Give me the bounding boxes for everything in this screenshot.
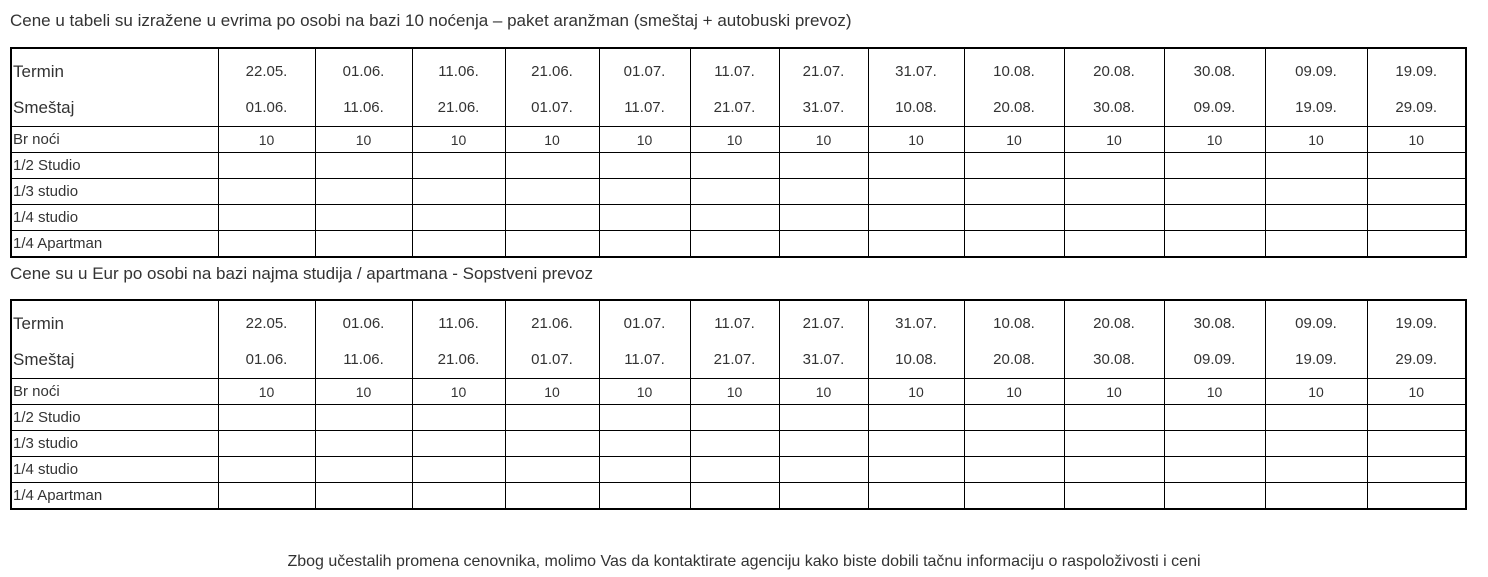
nights-value: 10 <box>1064 127 1164 153</box>
period-start-date: 09.09. <box>1295 62 1337 80</box>
period-cell <box>779 300 868 379</box>
price-cell <box>1265 205 1367 231</box>
contact-notice: Zbog učestalih promena cenovnika, molimo Vas da kontaktirate agenciju kako biste dobili tačnu informaciju o raspoloživosti i ceni <box>287 553 1201 570</box>
period-cell <box>599 48 690 127</box>
self-transport-price-table <box>10 299 1467 510</box>
price-cell <box>1367 457 1466 483</box>
nights-value: 10 <box>505 379 599 405</box>
price-cell <box>868 431 964 457</box>
period-end-date: 09.09. <box>1193 98 1236 116</box>
nights-value: 10 <box>315 379 412 405</box>
room-row <box>11 405 1466 431</box>
price-cell <box>1265 457 1367 483</box>
room-type-label: 1/3 studio <box>11 431 218 457</box>
price-cell <box>964 483 1064 510</box>
price-cell <box>779 483 868 510</box>
package-price-table <box>10 47 1467 258</box>
nights-value: 10 <box>690 379 779 405</box>
price-cell <box>690 483 779 510</box>
price-cell <box>1164 179 1265 205</box>
price-cell <box>1367 153 1466 179</box>
price-cell <box>1367 483 1466 510</box>
room-type-label: 1/2 Studio <box>11 405 218 431</box>
price-cell <box>1164 431 1265 457</box>
price-cell <box>779 153 868 179</box>
period-end-date: 29.09. <box>1395 350 1438 368</box>
nights-value: 10 <box>868 127 964 153</box>
period-start-date: 21.07. <box>802 314 845 332</box>
price-cell <box>1265 405 1367 431</box>
price-cell <box>599 483 690 510</box>
price-cell <box>315 153 412 179</box>
period-cell <box>964 48 1064 127</box>
nights-value: 10 <box>1367 379 1466 405</box>
price-cell <box>964 457 1064 483</box>
period-cell <box>1265 300 1367 379</box>
period-start-date: 20.08. <box>1093 314 1135 332</box>
period-start-date: 01.07. <box>623 314 666 332</box>
price-cell <box>505 205 599 231</box>
price-cell <box>1064 153 1164 179</box>
price-cell <box>505 231 599 258</box>
price-cell <box>505 431 599 457</box>
price-cell <box>218 231 315 258</box>
price-cell <box>218 457 315 483</box>
period-start-date: 01.06. <box>342 62 385 80</box>
price-cell <box>599 205 690 231</box>
price-cell <box>218 205 315 231</box>
period-cell <box>315 300 412 379</box>
price-cell <box>1164 153 1265 179</box>
period-end-date: 11.06. <box>343 98 384 116</box>
room-row <box>11 483 1466 510</box>
price-cell <box>1164 457 1265 483</box>
price-cell <box>1164 231 1265 258</box>
period-end-date: 29.09. <box>1395 98 1438 116</box>
period-end-date: 30.08. <box>1093 350 1135 368</box>
price-cell <box>412 405 505 431</box>
period-end-date: 30.08. <box>1093 98 1135 116</box>
period-start-date: 01.07. <box>623 62 666 80</box>
price-cell <box>690 231 779 258</box>
price-cell <box>868 483 964 510</box>
price-cell <box>1064 205 1164 231</box>
termin-label: Termin <box>13 61 65 81</box>
period-start-date: 11.07. <box>714 314 755 332</box>
period-start-date: 30.08. <box>1193 62 1236 80</box>
price-cell <box>505 153 599 179</box>
period-end-date: 19.09. <box>1295 350 1337 368</box>
room-type-label: 1/4 Apartman <box>11 231 218 258</box>
price-cell <box>964 153 1064 179</box>
period-end-date: 01.06. <box>245 98 288 116</box>
price-cell <box>315 457 412 483</box>
period-cell <box>505 48 599 127</box>
price-cell <box>1265 231 1367 258</box>
period-end-date: 21.07. <box>713 350 756 368</box>
price-cell <box>690 457 779 483</box>
nights-value: 10 <box>1164 379 1265 405</box>
price-cell <box>599 457 690 483</box>
price-cell <box>868 205 964 231</box>
period-cell <box>1064 300 1164 379</box>
room-row <box>11 457 1466 483</box>
price-cell <box>868 179 964 205</box>
period-cell <box>505 300 599 379</box>
period-end-date: 20.08. <box>993 98 1035 116</box>
period-end-date: 19.09. <box>1295 98 1337 116</box>
price-cell <box>1064 457 1164 483</box>
room-type-label: 1/4 Apartman <box>11 483 218 510</box>
price-cell <box>868 153 964 179</box>
price-cell <box>1164 205 1265 231</box>
smestaj-label: Smeštaj <box>13 97 75 117</box>
price-cell <box>315 431 412 457</box>
period-cell <box>1164 48 1265 127</box>
period-cell <box>412 300 505 379</box>
period-start-date: 22.05. <box>245 62 288 80</box>
price-cell <box>315 405 412 431</box>
period-end-date: 21.06. <box>437 98 480 116</box>
price-cell <box>1367 179 1466 205</box>
room-type-label: 1/2 Studio <box>11 153 218 179</box>
table-1-caption: Cene u tabeli su izražene u evrima po osobi na bazi 10 noćenja – paket aranžman (smeštaj + autobuski prevoz) <box>10 11 852 30</box>
period-start-date: 31.07. <box>895 314 937 332</box>
nights-row <box>11 127 1466 153</box>
price-cell <box>505 457 599 483</box>
period-end-date: 09.09. <box>1193 350 1236 368</box>
nights-value: 10 <box>779 127 868 153</box>
price-cell <box>868 405 964 431</box>
nights-label: Br noći <box>11 127 218 153</box>
room-type-label: 1/3 studio <box>11 179 218 205</box>
period-start-date: 21.06. <box>531 314 573 332</box>
price-cell <box>315 231 412 258</box>
room-type-label: 1/4 studio <box>11 457 218 483</box>
period-start-date: 09.09. <box>1295 314 1337 332</box>
nights-row <box>11 379 1466 405</box>
price-cell <box>1164 483 1265 510</box>
nights-value: 10 <box>505 127 599 153</box>
period-start-date: 10.08. <box>993 62 1035 80</box>
period-end-date: 01.07. <box>531 350 573 368</box>
nights-label: Br noći <box>11 379 218 405</box>
period-start-date: 19.09. <box>1395 62 1438 80</box>
period-start-date: 11.07. <box>714 62 755 80</box>
price-cell <box>964 205 1064 231</box>
price-cell <box>779 431 868 457</box>
price-cell <box>505 483 599 510</box>
nights-value: 10 <box>1265 379 1367 405</box>
price-cell <box>1265 153 1367 179</box>
price-cell <box>599 431 690 457</box>
period-end-date: 11.07. <box>624 98 665 116</box>
period-end-date: 21.07. <box>713 98 756 116</box>
period-cell <box>218 300 315 379</box>
price-cell <box>779 205 868 231</box>
price-cell <box>690 179 779 205</box>
price-cell <box>779 179 868 205</box>
room-row <box>11 153 1466 179</box>
period-cell <box>412 48 505 127</box>
room-row <box>11 231 1466 258</box>
price-cell <box>1367 231 1466 258</box>
price-cell <box>218 179 315 205</box>
header-row <box>11 48 1466 127</box>
period-cell <box>1265 48 1367 127</box>
nights-value: 10 <box>599 379 690 405</box>
nights-value: 10 <box>1265 127 1367 153</box>
nights-value: 10 <box>412 379 505 405</box>
price-cell <box>599 153 690 179</box>
price-cell <box>315 205 412 231</box>
period-end-date: 10.08. <box>895 98 937 116</box>
nights-value: 10 <box>1064 379 1164 405</box>
period-cell <box>1164 300 1265 379</box>
price-cell <box>505 405 599 431</box>
nights-value: 10 <box>690 127 779 153</box>
nights-value: 10 <box>779 379 868 405</box>
price-cell <box>1367 405 1466 431</box>
price-cell <box>964 405 1064 431</box>
price-cell <box>1164 405 1265 431</box>
price-cell <box>779 231 868 258</box>
nights-value: 10 <box>964 379 1064 405</box>
period-cell <box>690 300 779 379</box>
period-end-date: 21.06. <box>437 350 480 368</box>
price-cell <box>1064 179 1164 205</box>
price-cell <box>412 431 505 457</box>
price-cell <box>218 153 315 179</box>
period-end-date: 10.08. <box>895 350 937 368</box>
period-cell <box>868 48 964 127</box>
period-start-date: 19.09. <box>1395 314 1438 332</box>
price-cell <box>599 405 690 431</box>
period-end-date: 01.06. <box>245 350 288 368</box>
price-cell <box>412 179 505 205</box>
price-cell <box>505 179 599 205</box>
price-cell <box>1265 483 1367 510</box>
period-cell <box>690 48 779 127</box>
period-cell <box>868 300 964 379</box>
room-type-label: 1/4 studio <box>11 205 218 231</box>
period-end-date: 01.07. <box>531 98 573 116</box>
price-cell <box>1265 431 1367 457</box>
nights-value: 10 <box>599 127 690 153</box>
nights-value: 10 <box>964 127 1064 153</box>
price-cell <box>412 457 505 483</box>
price-cell <box>599 179 690 205</box>
period-cell <box>599 300 690 379</box>
price-cell <box>779 405 868 431</box>
price-cell <box>868 231 964 258</box>
period-start-date: 31.07. <box>895 62 937 80</box>
price-cell <box>1367 205 1466 231</box>
price-cell <box>1265 179 1367 205</box>
price-cell <box>218 483 315 510</box>
period-end-date: 11.06. <box>343 350 384 368</box>
price-cell <box>218 431 315 457</box>
period-start-date: 22.05. <box>245 314 288 332</box>
period-start-date: 30.08. <box>1193 314 1236 332</box>
price-cell <box>412 205 505 231</box>
price-cell <box>1367 431 1466 457</box>
price-cell <box>315 483 412 510</box>
period-cell <box>1064 48 1164 127</box>
period-cell <box>218 48 315 127</box>
period-cell <box>1367 48 1466 127</box>
period-start-date: 10.08. <box>993 314 1035 332</box>
room-row <box>11 179 1466 205</box>
price-cell <box>412 153 505 179</box>
smestaj-label: Smeštaj <box>13 349 75 369</box>
price-cell <box>412 231 505 258</box>
nights-value: 10 <box>412 127 505 153</box>
period-end-date: 20.08. <box>993 350 1035 368</box>
price-cell <box>690 431 779 457</box>
room-row <box>11 431 1466 457</box>
price-cell <box>779 457 868 483</box>
nights-value: 10 <box>218 379 315 405</box>
price-cell <box>964 179 1064 205</box>
price-cell <box>690 205 779 231</box>
period-cell <box>1367 300 1466 379</box>
nights-value: 10 <box>1367 127 1466 153</box>
period-start-date: 11.06. <box>438 62 479 80</box>
period-start-date: 20.08. <box>1093 62 1135 80</box>
period-start-date: 11.06. <box>438 314 479 332</box>
header-label-cell <box>11 48 218 127</box>
price-cell <box>412 483 505 510</box>
room-row <box>11 205 1466 231</box>
price-cell <box>1064 431 1164 457</box>
price-cell <box>1064 483 1164 510</box>
period-end-date: 31.07. <box>802 350 845 368</box>
price-cell <box>964 231 1064 258</box>
nights-value: 10 <box>1164 127 1265 153</box>
table-2-caption: Cene su u Eur po osobi na bazi najma studija / apartmana - Sopstveni prevoz <box>10 264 594 283</box>
termin-label: Termin <box>13 313 65 333</box>
price-cell <box>315 179 412 205</box>
period-start-date: 21.06. <box>531 62 573 80</box>
nights-value: 10 <box>218 127 315 153</box>
period-end-date: 11.07. <box>624 350 665 368</box>
price-cell <box>1064 231 1164 258</box>
period-start-date: 01.06. <box>342 314 385 332</box>
header-label-cell <box>11 300 218 379</box>
price-cell <box>868 457 964 483</box>
period-cell <box>315 48 412 127</box>
period-cell <box>779 48 868 127</box>
period-cell <box>964 300 1064 379</box>
price-cell <box>690 405 779 431</box>
price-cell <box>1064 405 1164 431</box>
price-cell <box>599 231 690 258</box>
price-cell <box>218 405 315 431</box>
nights-value: 10 <box>868 379 964 405</box>
nights-value: 10 <box>315 127 412 153</box>
period-start-date: 21.07. <box>802 62 845 80</box>
price-cell <box>964 431 1064 457</box>
header-row <box>11 300 1466 379</box>
price-cell <box>690 153 779 179</box>
period-end-date: 31.07. <box>802 98 845 116</box>
